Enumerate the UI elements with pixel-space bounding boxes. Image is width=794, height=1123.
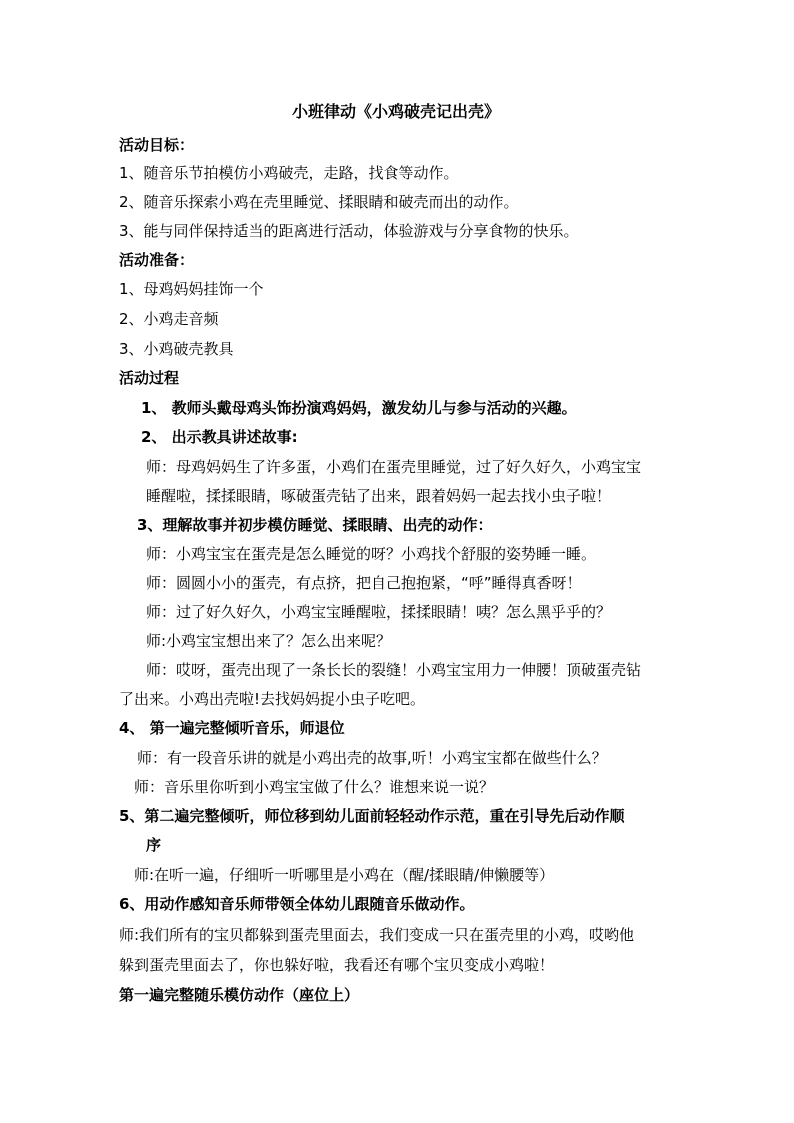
step-6-text: 师:我们所有的宝贝都躲到蛋壳里面去，我们变成一只在蛋壳里的小鸡，哎哟他 [119, 926, 635, 944]
document-title: 小班律动《小鸡破壳记出壳》 [292, 102, 501, 121]
step-3-text: 师：圆圆小小的蛋壳，有点挤，把自己抱抱紧，“呼”睡得真香呀！ [146, 574, 582, 592]
step-3-text: 师：哎呀，蛋壳出现了一条长长的裂缝！小鸡宝宝用力一伸腰！顶破蛋壳钻 [146, 661, 642, 679]
step-2-text: 师：母鸡妈妈生了许多蛋，小鸡们在蛋壳里睡觉，过了好久好久，小鸡宝宝 [146, 458, 642, 476]
goals-heading: 活动目标： [119, 136, 195, 154]
step-2-text: 睡醒啦，揉揉眼睛，啄破蛋壳钻了出来，跟着妈妈一起去找小虫子啦！ [146, 487, 612, 505]
goal-item: 2、随音乐探索小鸡在壳里睡觉、揉眼睛和破壳而出的动作。 [119, 193, 519, 211]
step-4-text: 师：有一段音乐讲的就是小鸡出壳的故事,听！小鸡宝宝都在做些什么？ [137, 749, 607, 767]
step-3-text: 师:小鸡宝宝想出来了？怎么出来呢？ [146, 632, 392, 650]
prep-heading: 活动准备： [119, 251, 195, 269]
goal-item: 3、能与同伴保持适当的距离进行活动，体验游戏与分享食物的快乐。 [119, 222, 579, 240]
prep-item: 3、小鸡破壳教具 [119, 340, 234, 358]
step-5-continued: 序 [146, 836, 162, 854]
step-3: 3、理解故事并初步模仿睡觉、揉眼睛、出壳的动作： [137, 516, 493, 534]
step-4: 4、 第一遍完整倾听音乐，师退位 [119, 719, 345, 737]
step-1: 1、 教师头戴母鸡头饰扮演鸡妈妈，激发幼儿与参与活动的兴趣。 [141, 399, 577, 417]
step-4-text: 师：音乐里你听到小鸡宝宝做了什么？谁想来说一说？ [134, 778, 495, 796]
step-3-text: 师：过了好久好久，小鸡宝宝睡醒啦，揉揉眼睛！咦？怎么黑乎乎的？ [146, 603, 612, 621]
goal-item: 1、随音乐节拍模仿小鸡破壳，走路，找食等动作。 [119, 164, 459, 182]
step-3-text: 了出来。小鸡出壳啦!去找妈妈捉小虫子吃吧。 [119, 690, 426, 708]
step-5-text: 师:在听一遍，仔细听一听哪里是小鸡在（醒/揉眼睛/伸懒腰等） [134, 866, 555, 884]
step-6-text: 躲到蛋壳里面去了，你也躲好啦，我看还有哪个宝贝变成小鸡啦！ [119, 956, 555, 974]
step-2: 2、 出示教具讲述故事: [141, 428, 298, 446]
step-3-text: 师：小鸡宝宝在蛋壳是怎么睡觉的呀？小鸡找个舒服的姿势睡一睡。 [146, 545, 597, 563]
step-6: 6、用动作感知音乐师带领全体幼儿跟随音乐做动作。 [119, 895, 475, 913]
step-5: 5、第二遍完整倾听，师位移到幼儿面前轻轻动作示范，重在引导先后动作顺 [119, 807, 625, 825]
prep-item: 1、母鸡妈妈挂饰一个 [119, 280, 264, 298]
prep-item: 2、小鸡走音频 [119, 310, 219, 328]
step-7: 第一遍完整随乐模仿动作（座位上） [119, 986, 360, 1004]
process-heading: 活动过程 [119, 369, 180, 387]
